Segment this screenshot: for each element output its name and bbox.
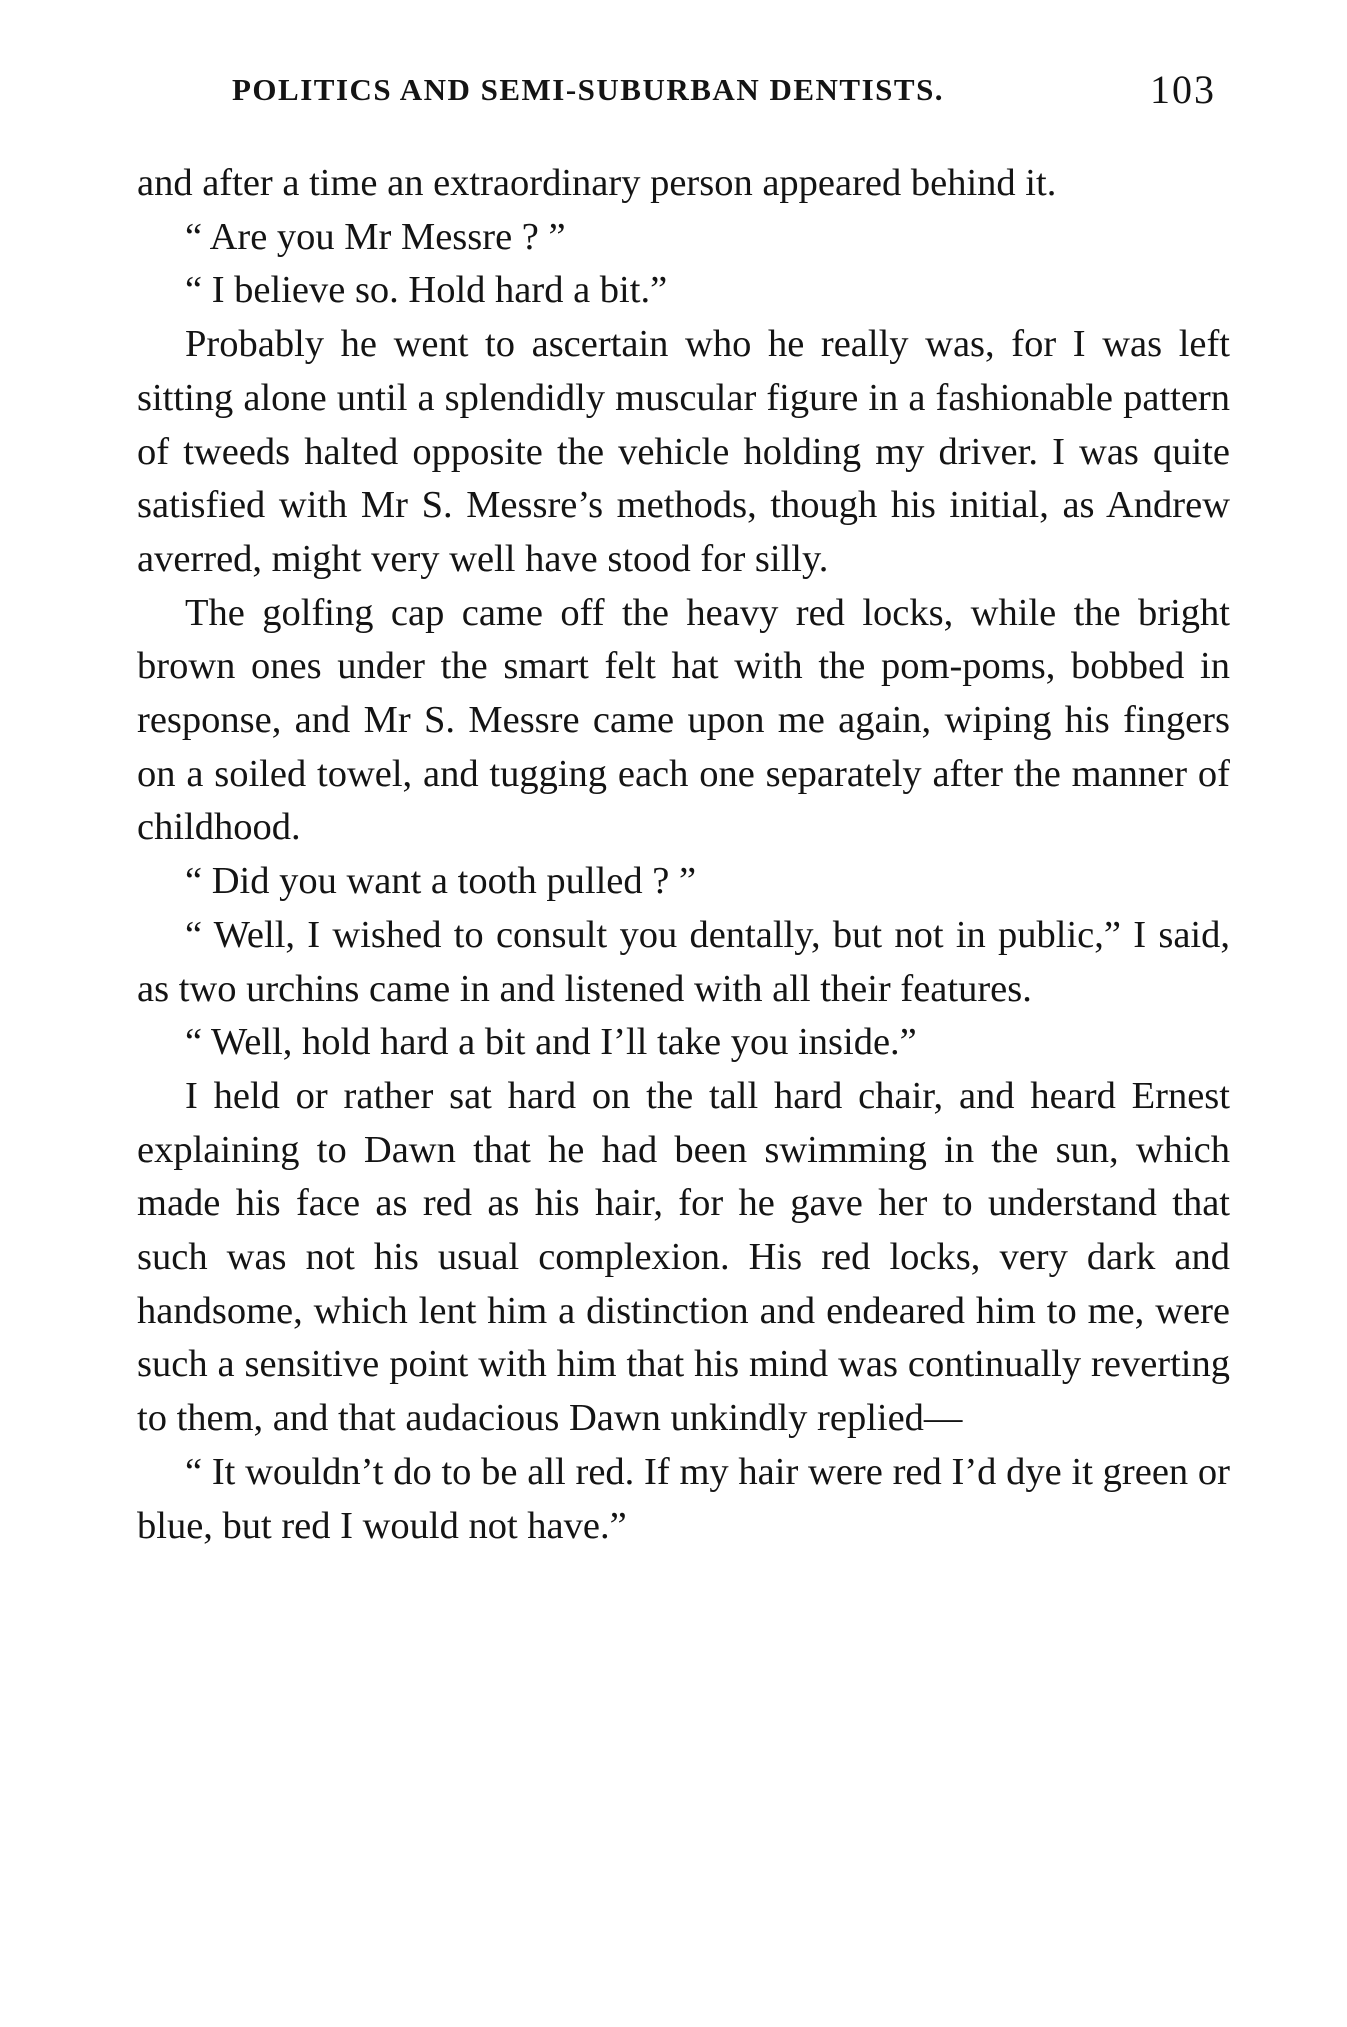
paragraph: “ I believe so. Hold hard a bit.”	[185, 269, 668, 312]
paragraph: I held or rather sat hard on the tall hard chair, and heard Ernest explaining to Dawn that he had been swimming in the sun, which made his face as red as his hair, for he gave her to understand that such was not his usual complexion. His red locks, very dark and handsome, which lent him a distinction and endeared him to me, were such a sensitive point with him that his mind was continually reverting to them, and that audacious Dawn unkindly replied—	[137, 1074, 1230, 1440]
paragraph: The golfing cap came off the heavy red locks, while the bright brown ones under the smart felt hat with the pom-poms, bobbed in response, and Mr S. Messre came upon me again, wiping his fingers on a soiled towel, and tugging each one separately after the manner of childhood.	[137, 591, 1230, 849]
page-number: 103	[1150, 67, 1216, 112]
paragraph: “ Well, hold hard a bit and I’ll take you inside.”	[185, 1021, 917, 1064]
running-head	[232, 60, 1232, 120]
paragraph: and after a time an extraordinary person appeared behind it.	[137, 162, 1057, 204]
paragraph: “ Did you want a tooth pulled ? ”	[185, 860, 697, 903]
paragraph: “ It wouldn’t do to be all red. If my hair were red I’d dye it green or blue, but red I would not have.”	[137, 1450, 1230, 1547]
running-title: POLITICS AND SEMI-SUBURBAN DENTISTS.	[232, 72, 945, 107]
paragraph: Probably he went to ascertain who he really was, for I was left sitting alone until a splendidly muscular figure in a fashionable pattern of tweeds halted opposite the vehicle holding my driver. I was quite satisfied with Mr S. Messre’s methods, though his initial, as Andrew averred, might very well have stood for silly.	[137, 323, 1230, 580]
paragraph: “ Well, I wished to consult you dentally, but not in public,” I said, as two urchins came in and listened with all their features.	[137, 913, 1230, 1010]
paragraph: “ Are you Mr Messre ? ”	[185, 215, 566, 258]
body-text	[137, 157, 1230, 1553]
